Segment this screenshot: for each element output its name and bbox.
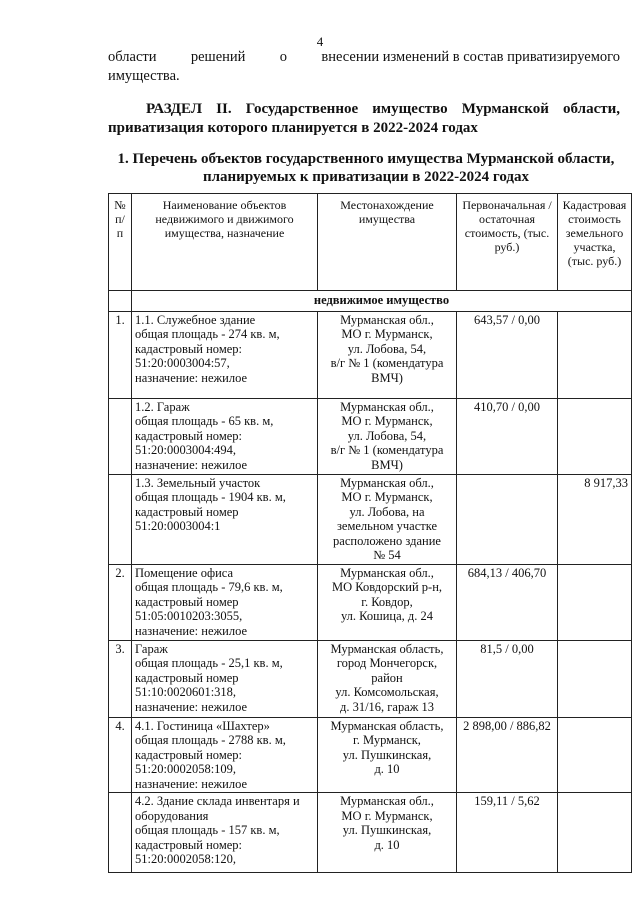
row-cost: 159,11 / 5,62: [457, 793, 558, 873]
table-header-row: [109, 194, 632, 291]
intro-word: внесении изменений в состав приватизируемого: [321, 49, 620, 65]
row-num: 4.: [109, 717, 132, 793]
subheader-row: [109, 291, 632, 312]
header-location: Местонахождение имущества: [318, 194, 457, 291]
intro-line-1: [108, 48, 620, 67]
header-cadastral: Кадастровая стоимость земельного участка, (тыс. руб.): [558, 194, 632, 291]
table-row: [109, 564, 632, 640]
row-location: Мурманская область, город Мончегорск, район ул. Комсомольская, д. 31/16, гараж 13: [318, 640, 457, 717]
intro-line-2: имущества.: [108, 68, 180, 84]
table-row: [109, 717, 632, 793]
table-row: [109, 398, 632, 474]
row-location: Мурманская обл., МО г. Мурманск, ул. Пушкинская, д. 10: [318, 793, 457, 873]
intro-word: о: [279, 49, 288, 65]
row-cost: 2 898,00 / 886,82: [457, 717, 558, 793]
table-row: [109, 793, 632, 873]
row-cost: 410,70 / 0,00: [457, 398, 558, 474]
row-num: [109, 793, 132, 873]
property-table: [108, 193, 632, 873]
intro-paragraph: [108, 48, 620, 86]
subheader-label: недвижимое имущество: [132, 291, 632, 312]
intro-word: области: [108, 49, 157, 65]
row-location: Мурманская обл., МО г. Мурманск, ул. Лобова, 54, в/г № 1 (комендатура ВМЧ): [318, 311, 457, 398]
row-cadastral: [558, 398, 632, 474]
subheader-num-cell: [109, 291, 132, 312]
row-location: Мурманская обл., МО Ковдорский р-н, г. Ковдор, ул. Кошица, д. 24: [318, 564, 457, 640]
table-row: [109, 640, 632, 717]
row-num: 3.: [109, 640, 132, 717]
row-object: Помещение офиса общая площадь - 79,6 кв. м, кадастровый номер 51:05:0010203:3055, назначение: нежилое: [132, 564, 318, 640]
header-name: Наименование объектов недвижимого и движимого имущества, назначение: [132, 194, 318, 291]
row-object: 4.1. Гостиница «Шахтер» общая площадь - 2788 кв. м, кадастровый номер: 51:20:0002058:109, назначение: нежилое: [132, 717, 318, 793]
row-location: Мурманская обл., МО г. Мурманск, ул. Лобова, 54, в/г № 1 (комендатура ВМЧ): [318, 398, 457, 474]
row-location: Мурманская обл., МО г. Мурманск, ул. Лобова, на земельном участке расположено здание № 54: [318, 474, 457, 564]
header-num: № п/п: [109, 194, 132, 291]
row-num: [109, 398, 132, 474]
row-object: 1.1. Служебное здание общая площадь - 274 кв. м, кадастровый номер: 51:20:0003004:57, назначение: нежилое: [132, 311, 318, 398]
section-title: РАЗДЕЛ II. Государственное имущество Мурманской области, приватизация которого планируется в 2022-2024 годах: [108, 101, 620, 136]
list-title: 1. Перечень объектов государственного имущества Мурманской области, планируемых к приватизации в 2022-2024 годах: [117, 151, 615, 185]
header-cost: Первоначальная / остаточная стоимость, (тыс. руб.): [457, 194, 558, 291]
table-row: [109, 311, 632, 398]
intro-word: решений: [190, 49, 246, 65]
row-cadastral: [558, 564, 632, 640]
row-cadastral: [558, 717, 632, 793]
row-num: 2.: [109, 564, 132, 640]
row-object: Гараж общая площадь - 25,1 кв. м, кадастровый номер 51:10:0020601:318, назначение: нежилое: [132, 640, 318, 717]
row-object: 1.2. Гараж общая площадь - 65 кв. м, кадастровый номер: 51:20:0003004:494, назначение: нежилое: [132, 398, 318, 474]
table-row: [109, 474, 632, 564]
page-number: 4: [316, 34, 324, 49]
row-num: 1.: [109, 311, 132, 398]
row-object: 1.3. Земельный участок общая площадь - 1904 кв. м, кадастровый номер 51:20:0003004:1: [132, 474, 318, 564]
row-cost: [457, 474, 558, 564]
row-object: 4.2. Здание склада инвентаря и оборудования общая площадь - 157 кв. м, кадастровый номер: 51:20:0002058:120,: [132, 793, 318, 873]
row-cost: 643,57 / 0,00: [457, 311, 558, 398]
row-cadastral: [558, 793, 632, 873]
row-cadastral: [558, 311, 632, 398]
row-cadastral: [558, 640, 632, 717]
row-cost: 81,5 / 0,00: [457, 640, 558, 717]
row-cost: 684,13 / 406,70: [457, 564, 558, 640]
row-location: Мурманская область, г. Мурманск, ул. Пушкинская, д. 10: [318, 717, 457, 793]
row-num: [109, 474, 132, 564]
row-cadastral: 8 917,33: [558, 474, 632, 564]
